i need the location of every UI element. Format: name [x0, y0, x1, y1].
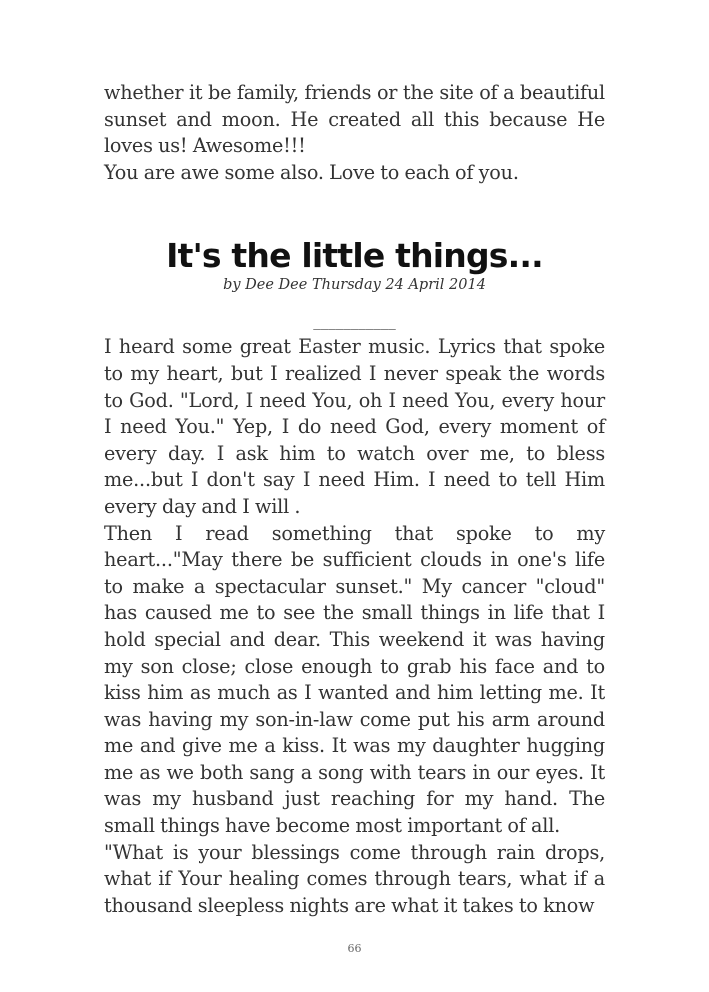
body-paragraph-1: I heard some great Easter music. Lyrics that spoke to my heart, but I realized I never speak the words to God. "Lord, I need You, oh I need You, every hour I need You." Yep, I do need God, every moment of every day. I ask him to watch over me, to bless me...but I don't say I need Him. I need to tell Him every day and I will .: [104, 335, 605, 518]
article-byline: by Dee Dee Thursday 24 April 2014: [223, 277, 486, 294]
section-divider: ___________: [313, 312, 396, 331]
article-body: [104, 334, 605, 919]
body-paragraph-3: "What is your blessings come through rain drops, what if Your healing comes through tears, what if a thousand sleepless nights are what it takes to know: [104, 840, 605, 917]
page-number: 66: [347, 942, 362, 955]
intro-paragraph-2: You are awe some also. Love to each of you.: [104, 160, 519, 184]
page-content: [104, 80, 605, 919]
body-paragraph-2: Then I read something that spoke to my heart..."May there be sufficient clouds in one's life to make a spectacular sunset." My cancer "cloud" has caused me to see the small things in life that I hold special and dear. This weekend it was having my son close; close enough to grab his face and to kiss him as much as I wanted and him letting me. It was having my son-in-law come put his arm around me and give me a kiss. It was my daughter hugging me as we both sang a song with tears in our eyes. It was my husband just reaching for my hand. The small things have become most important of all.: [104, 521, 605, 838]
article-title: It's the little things...: [166, 236, 543, 276]
intro-paragraph-1: whether it be family, friends or the site of a beautiful sunset and moon. He created all this because He loves us! Awesome!!!: [104, 81, 605, 158]
